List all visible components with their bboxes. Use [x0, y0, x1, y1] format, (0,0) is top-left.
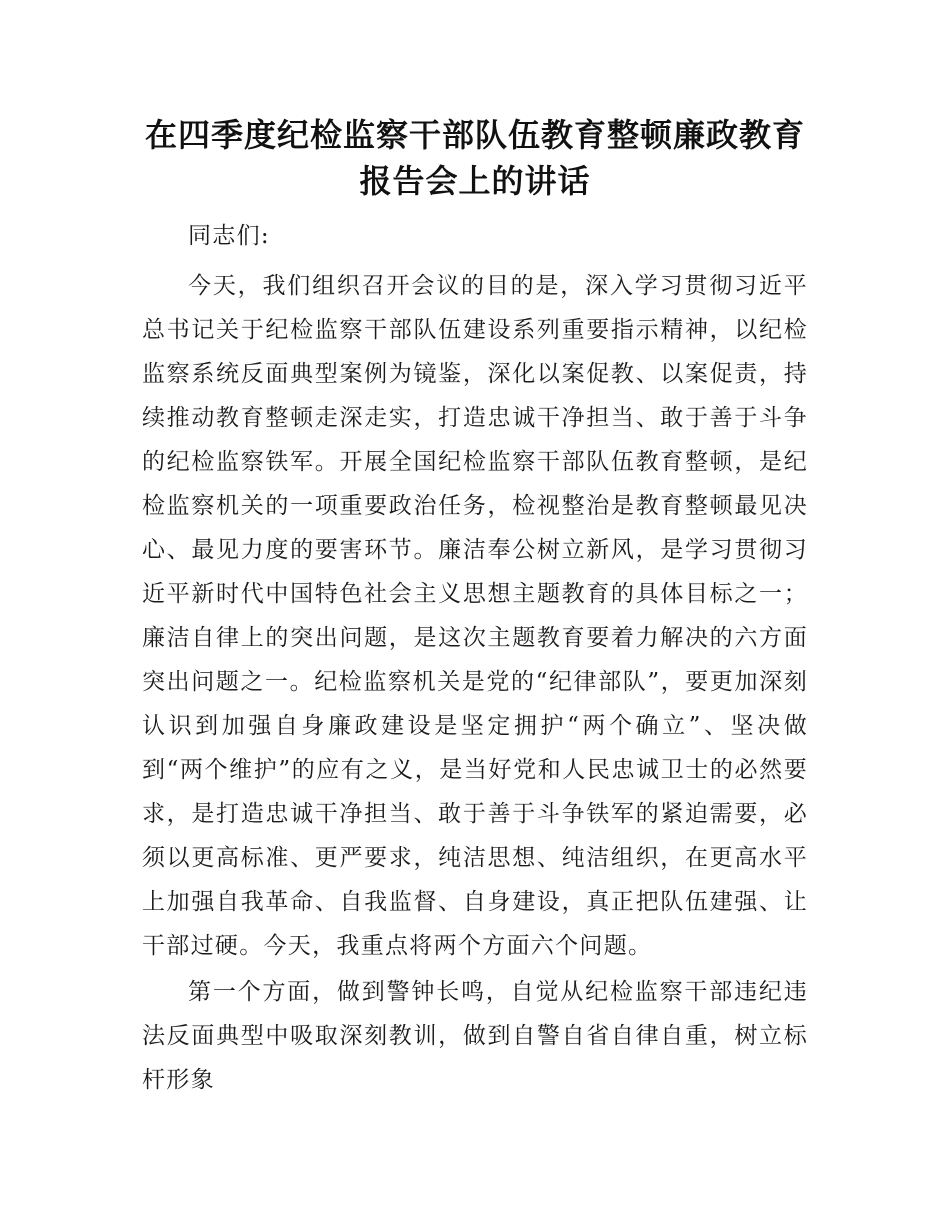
paragraph-2: 第一个方面，做到警钟长鸣，自觉从纪检监察干部违纪违法反面典型中吸取深刻教训，做到自警自省自律自重，树立标杆形象 — [142, 979, 808, 1093]
document-title-line-2: 报告会上的讲话 — [359, 162, 591, 200]
paragraph-1: 今天，我们组织召开会议的目的是，深入学习贯彻习近平总书记关于纪检监察干部队伍建设系列重要指示精神，以纪检监察系统反面典型案例为镜鉴，深化以案促教、以案促责，持续推动教育整顿走深走实，打造忠诚干净担当、敢于善于斗争的纪检监察铁军。开展全国纪检监察干部队伍教育整顿，是纪检监察机关的一项重要政治任务，检视整治是教育整顿最见决心、最见力度的要害环节。廉洁奉公树立新风，是学习贯彻习近平新时代中国特色社会主义思想主题教育的具体目标之一；廉洁自律上的突出问题，是这次主题教育要着力解决的六方面突出问题之一。纪检监察机关是党的“纪律部队”，要更加深刻认识到加强自身廉政建设是坚定拥护“两个确立”、坚决做到“两个维护”的应有之义，是当好党和人民忠诚卫士的必然要求，是打造忠诚干净担当、敢于善于斗争铁军的紧迫需要，必须以更高标准、更严要求，纯洁思想、纯洁组织，在更高水平上加强自我革命、自我监督、自身建设，真正把队伍建强、让干部过硬。今天，我重点将两个方面六个问题。 — [142, 273, 808, 959]
document-title-line-1: 在四季度纪检监察干部队伍教育整顿廉政教育 — [144, 116, 805, 154]
greeting: 同志们: — [188, 223, 270, 249]
